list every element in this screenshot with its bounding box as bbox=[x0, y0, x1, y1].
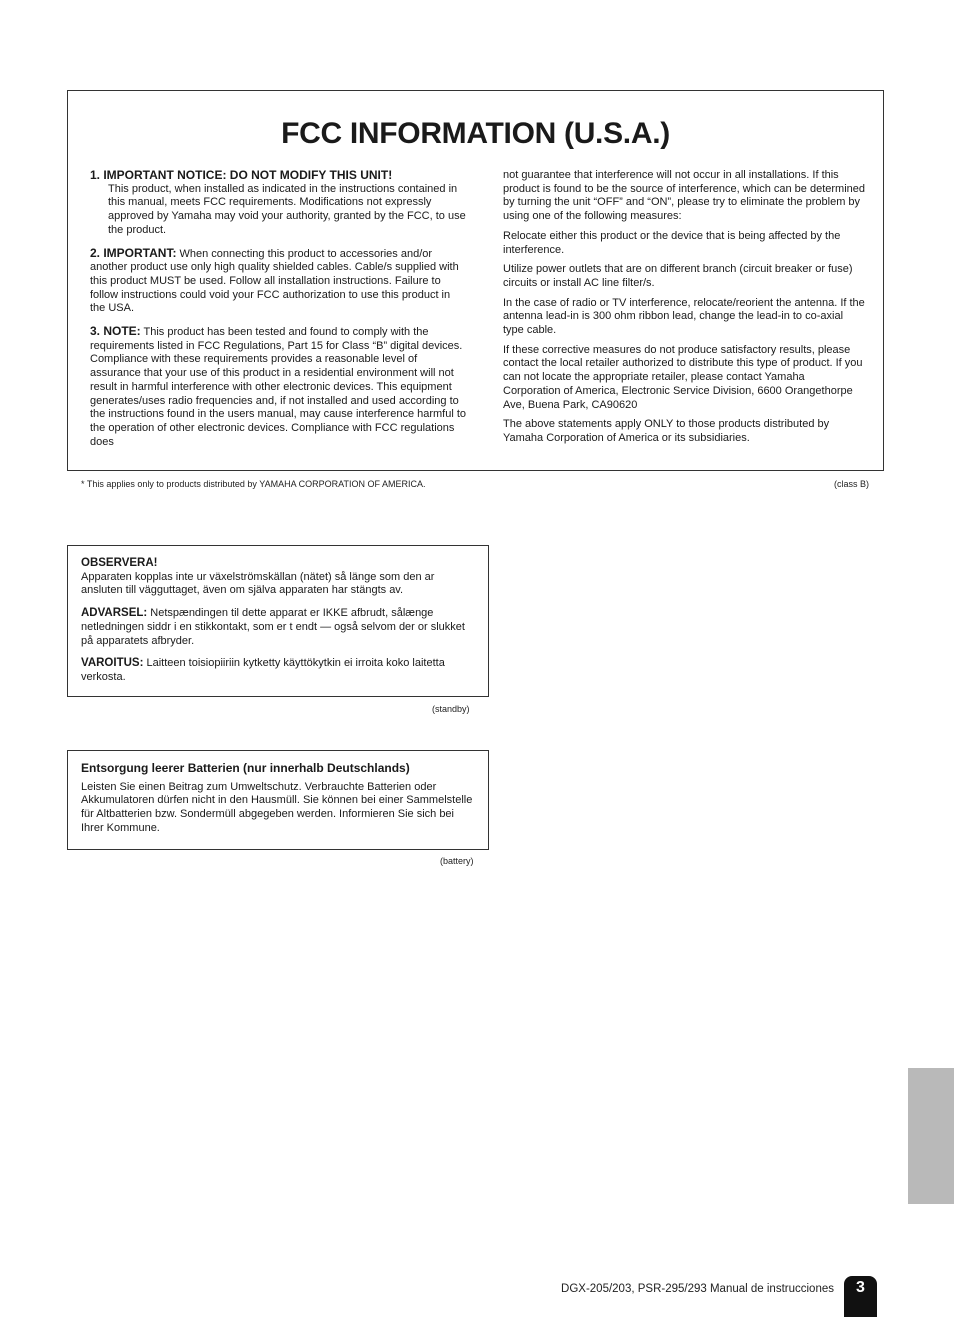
fcc-item-2 bbox=[90, 247, 468, 317]
fcc-right-paragraph-2: Relocate either this product or the device that is being affected by the interference. bbox=[503, 229, 841, 256]
advarsel-body: Netspændingen til dette apparat er IKKE afbrudt, sålænge netledningen siddr i en stikkontakt, som er t endt — også selvom der or slukket på apparatets afbryder. bbox=[81, 607, 465, 647]
fcc-right-paragraph-3: Utilize power outlets that are on different branch (circuit breaker or fuse) circuits or install AC line filter/s. bbox=[503, 263, 853, 289]
battery-body: Leisten Sie einen Beitrag zum Umweltschutz. Verbrauchte Batterien oder Akkumulatoren dürfen nicht in den Hausmüll. Sie können bei einer Sammelstelle für Altbatterien bzw. Sondermüll abgegeben werden. Informieren Sie sich bei Ihrer Kommune. bbox=[81, 780, 473, 834]
fcc-item-1 bbox=[90, 169, 468, 238]
fcc-right-column bbox=[503, 169, 865, 452]
observera-body: Apparaten kopplas inte ur växelströmskällan (nätet) så länge som den ar ansluten till vägguttaget, även om själva apparaten har stängts av. bbox=[81, 570, 435, 597]
fcc-right-paragraph-6: The above statements apply ONLY to those products distributed by Yamaha Corporation of America or its subsidiaries. bbox=[503, 418, 830, 444]
fcc-item-2-body: When connecting this product to accessories and/or another product use only high quality shielded cables. Cable/s supplied with this product MUST be used. Follow all installation instructions. Failure to follow instructions could void your FCC authorization to use this product in the USA. bbox=[90, 247, 459, 315]
observera-heading: OBSERVERA! bbox=[81, 557, 158, 569]
fcc-item-3 bbox=[90, 325, 468, 449]
class-b-tag: (class B) bbox=[834, 479, 870, 489]
manual-title: DGX-205/203, PSR-295/293 Manual de instrucciones bbox=[561, 1283, 834, 1295]
advarsel-heading: ADVARSEL: bbox=[81, 607, 148, 620]
fcc-information-box bbox=[67, 90, 884, 471]
standby-tag: (standby) bbox=[432, 704, 470, 714]
battery-tag: (battery) bbox=[440, 856, 474, 866]
fcc-footnote: * This applies only to products distributed by YAMAHA CORPORATION OF AMERICA. bbox=[81, 479, 426, 489]
battery-heading: Entsorgung leerer Batterien (nur innerhalb Deutschlands) bbox=[81, 761, 410, 775]
fcc-item-3-body: This product has been tested and found to comply with the requirements listed in FCC Regulations, Part 15 for Class “B” digital devices. Compliance with these requirements provides a reasonable level of assurance that your use of this product in a residential environment will not result in harmful interference with other electronic devices. This equipment generates/uses radio frequencies and, if not installed and used according to the instructions found in the users manual, may cause interference harmful to the operation of other electronic devices. Compliance with FCC regulations does bbox=[90, 326, 467, 448]
fcc-item-1-body: This product, when installed as indicated in the instructions contained in this manual, meets FCC requirements. Modifications not expressly approved by Yamaha may void your authority, granted by the FCC, to use the product. bbox=[108, 182, 466, 236]
varoitus-body: Laitteen toisiopiiriin kytketty käyttökytkin ei irroita koko laitetta verkosta. bbox=[81, 657, 445, 683]
fcc-right-paragraph-1: not guarantee that interference will not occur in all installations. If this product is found to be the source of interference, which can be determined by turning the unit “OFF” and “ON”, please try to eliminate the problem by using one of the following measures: bbox=[503, 169, 865, 223]
fcc-right-paragraph-4: In the case of radio or TV interference, relocate/reorient the antenna. If the antenna lead-in is 300 ohm ribbon lead, change the lead-in to co-axial type cable. bbox=[503, 296, 865, 337]
fcc-title: FCC INFORMATION (U.S.A.) bbox=[281, 117, 670, 150]
page-number: 3 bbox=[844, 1276, 877, 1317]
fcc-left-column bbox=[90, 169, 468, 458]
fcc-item-2-heading: 2. IMPORTANT: bbox=[90, 245, 177, 260]
fcc-item-1-heading: 1. IMPORTANT NOTICE: DO NOT MODIFY THIS UNIT! bbox=[90, 168, 393, 182]
observera-box bbox=[67, 545, 489, 697]
fcc-item-3-heading: 3. NOTE: bbox=[90, 324, 141, 339]
varoitus-heading: VAROITUS: bbox=[81, 657, 144, 670]
language-side-tab bbox=[908, 1068, 954, 1204]
fcc-right-paragraph-5: If these corrective measures do not produce satisfactory results, please contact the local retailer authorized to distribute this type of product. If you can not locate the appropriate retailer, please contact Yamaha Corporation of America, Electronic Service Division, 6600 Orangethorpe Ave, Buena Park, CA90620 bbox=[503, 343, 863, 411]
battery-box bbox=[67, 750, 489, 850]
